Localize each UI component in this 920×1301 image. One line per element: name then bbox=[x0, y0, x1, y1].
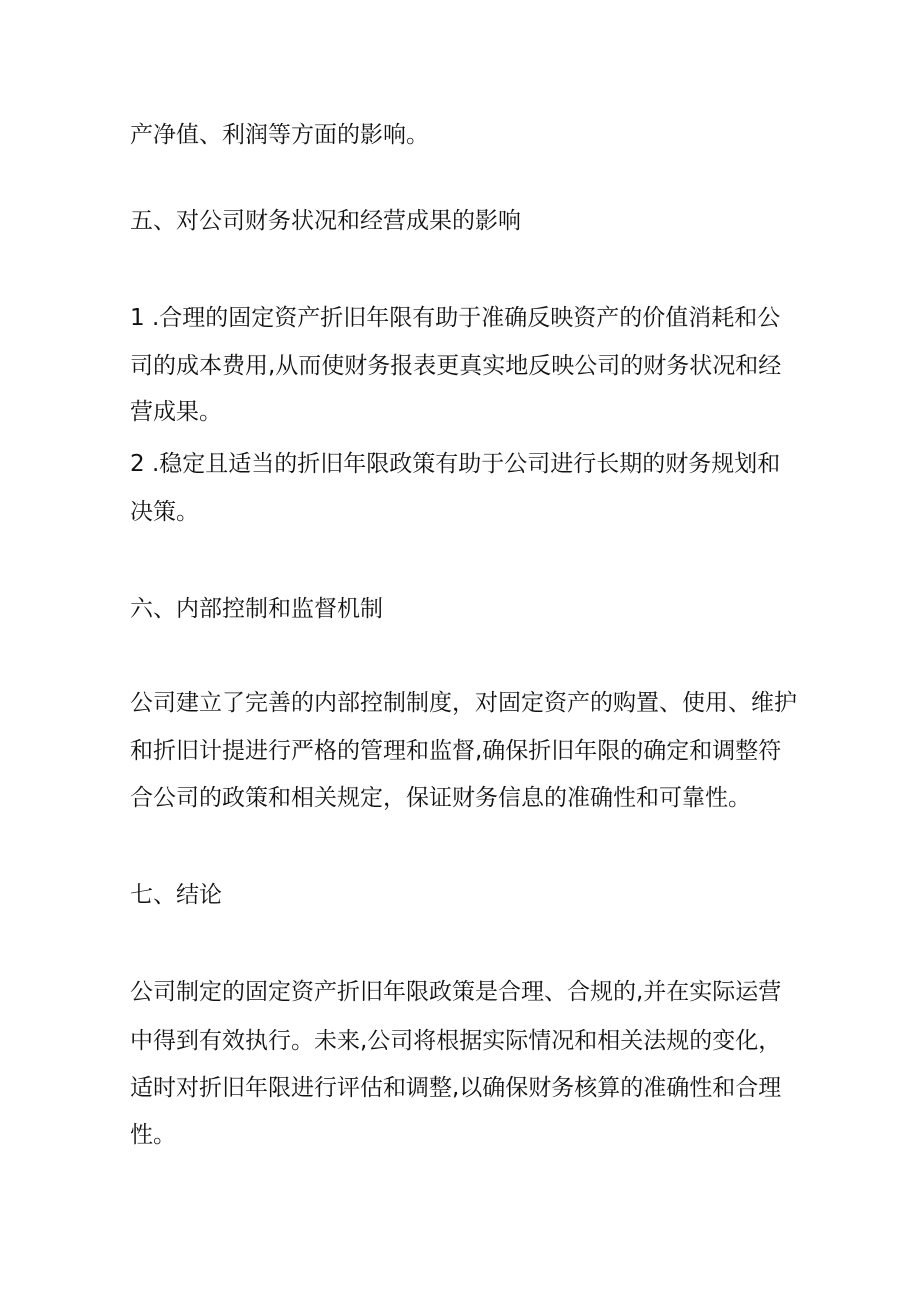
list-item-1-line: 营成果。 bbox=[130, 399, 222, 425]
list-item-2-line: 2 .稳定且适当的折旧年限政策有助于公司进行长期的财务规划和 bbox=[130, 451, 781, 477]
list-item-2-line: 决策。 bbox=[130, 499, 199, 525]
paragraph-line: 性。 bbox=[130, 1122, 176, 1148]
list-item-1-line: 1 .合理的固定资产折旧年限有助于准确反映资产的价值消耗和公 bbox=[130, 305, 781, 331]
paragraph-line: 合公司的政策和相关规定，保证财务信息的准确性和可靠性。 bbox=[130, 785, 751, 811]
paragraph-line: 公司建立了完善的内部控制制度，对固定资产的购置、使用、维护 bbox=[130, 690, 797, 716]
paragraph-line: 产净值、利润等方面的影响。 bbox=[130, 122, 429, 148]
paragraph-line: 适时对折旧年限进行评估和调整,以确保财务核算的准确性和合理 bbox=[130, 1075, 782, 1101]
section-5-heading: 五、对公司财务状况和经营成果的影响 bbox=[130, 208, 521, 234]
section-7-heading: 七、结论 bbox=[130, 882, 222, 908]
paragraph-line: 和折旧计提进行严格的管理和监督,确保折旧年限的确定和调整符 bbox=[130, 738, 782, 764]
list-item-1-line: 司的成本费用,从而使财务报表更真实地反映公司的财务状况和经 bbox=[130, 353, 782, 379]
paragraph-line: 中得到有效执行。未来,公司将根据实际情况和相关法规的变化， bbox=[130, 1028, 782, 1054]
paragraph-line: 公司制定的固定资产折旧年限政策是合理、合规的,并在实际运营 bbox=[130, 979, 782, 1005]
section-6-heading: 六、内部控制和监督机制 bbox=[130, 596, 383, 622]
